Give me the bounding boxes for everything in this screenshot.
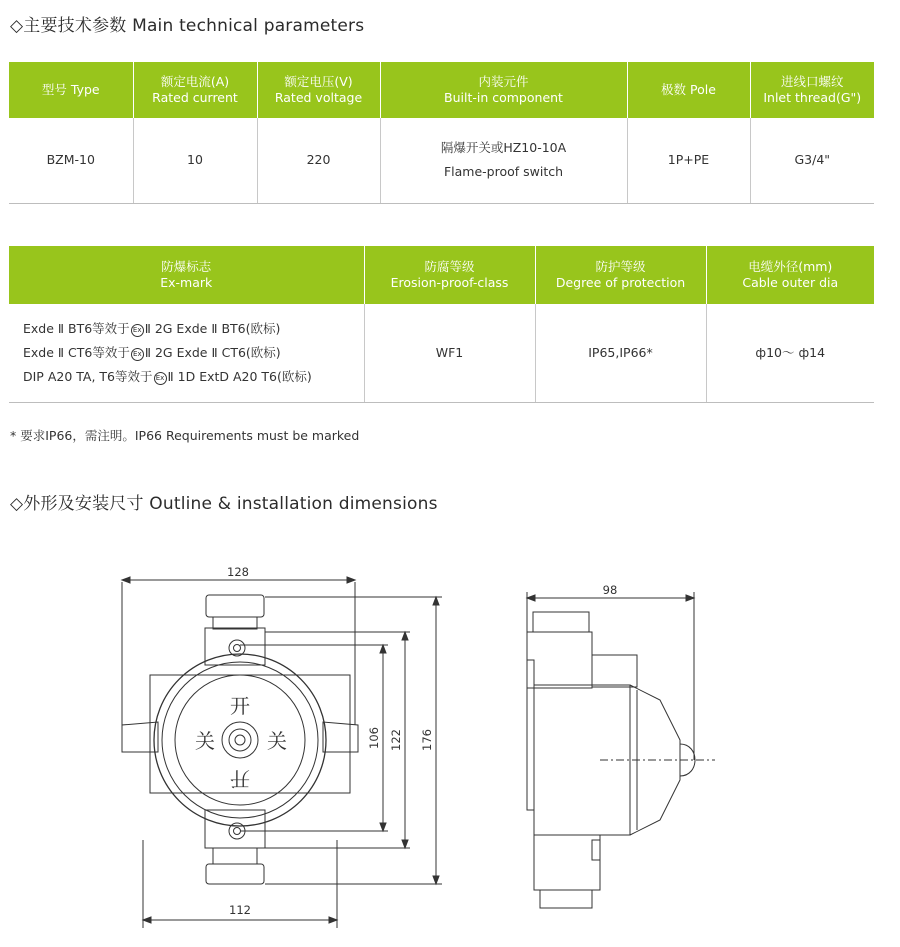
cell-protection: IP65,IP66* [535, 304, 706, 402]
side-back-plate [527, 660, 534, 810]
dim-122-label: 122 [389, 729, 403, 751]
footnote: * 要求IP66，需注明。IP66 Requirements must be marked [10, 428, 360, 443]
dim-106-label: 106 [367, 727, 381, 749]
switch-label-left: 关 [195, 729, 215, 753]
switch-label-bottom: 开 [230, 767, 250, 791]
top-gland-body [213, 617, 257, 629]
header-rated-voltage: 额定电压(V) Rated voltage [257, 62, 380, 118]
table-row [9, 118, 874, 203]
switch-knob-mid [229, 729, 251, 751]
housing-outer [154, 654, 326, 826]
header-inlet-thread: 进线口螺纹 Inlet thread(G") [750, 62, 874, 118]
bottom-gland-body [213, 848, 257, 864]
section-title-parameters: ◇主要技术参数 Main technical parameters [10, 16, 365, 36]
cell-voltage: 220 [257, 118, 380, 203]
housing-rim [162, 662, 318, 818]
dim-128-label: 128 [227, 565, 249, 579]
header-rated-current: 额定电流(A) Rated current [133, 62, 257, 118]
header-protection: 防护等级 Degree of protection [535, 246, 706, 304]
dim-176-label: 176 [420, 729, 434, 751]
switch-label-right: 关 [267, 729, 287, 753]
header-erosion: 防腐等级 Erosion-proof-class [364, 246, 535, 304]
cell-current: 10 [133, 118, 257, 203]
bottom-gland-nut [206, 864, 264, 884]
switch-label-top: 开 [230, 694, 250, 718]
top-gland-nut [206, 595, 264, 617]
ex-mark-table [9, 246, 874, 403]
cell-thread: G3/4" [750, 118, 874, 203]
cell-erosion: WF1 [364, 304, 535, 402]
side-bottom-nut [540, 890, 592, 908]
section-title-dimensions: ◇外形及安装尺寸 Outline & installation dimensions [10, 494, 438, 514]
switch-knob-outer [222, 722, 258, 758]
ex-symbol-icon: Ex [131, 348, 144, 361]
front-view [122, 565, 442, 928]
cell-type: BZM-10 [9, 118, 133, 203]
cell-cable: ф10～ ф14 [706, 304, 874, 402]
side-body [534, 685, 630, 835]
dim-112-label: 112 [229, 903, 251, 917]
header-type: 型号 Type [9, 62, 133, 118]
header-ex-mark: 防爆标志 Ex-mark [9, 246, 364, 304]
top-lug [205, 628, 265, 665]
outline-drawing [0, 540, 900, 947]
switch-knob-center [235, 735, 245, 745]
cell-pole: 1P+PE [627, 118, 750, 203]
side-top-gland [527, 632, 592, 688]
table-row [9, 304, 874, 402]
right-mount-ear [323, 722, 358, 752]
bottom-screw [234, 828, 241, 835]
bottom-lug [205, 810, 265, 848]
header-built-in: 内装元件 Built-in component [380, 62, 627, 118]
table-header-row [9, 246, 874, 304]
parameters-table [9, 62, 874, 204]
side-bottom-lug [592, 840, 600, 860]
ex-mark-line: Exde Ⅱ BT6等效于 Ex Ⅱ 2G Exde Ⅱ BT6(欧标) [23, 320, 281, 336]
dim-98-label: 98 [602, 583, 618, 597]
header-pole: 极数 Pole [627, 62, 750, 118]
cell-component: 隔爆开关或HZ10-10A Flame-proof switch [380, 118, 627, 203]
side-bottom-gland [534, 835, 600, 890]
left-mount-ear [122, 722, 158, 752]
ex-mark-line: DIP A20 TA, T6等效于 Ex Ⅱ 1D ExtD A20 T6(欧标) [23, 368, 312, 384]
ex-symbol-icon: Ex [154, 372, 167, 385]
table-header-row [9, 62, 874, 118]
cell-ex-mark [9, 304, 364, 402]
ex-mark-line: Exde Ⅱ CT6等效于 Ex Ⅱ 2G Exde Ⅱ CT6(欧标) [23, 344, 281, 360]
top-screw [234, 645, 241, 652]
side-top-nut [533, 612, 589, 632]
header-cable: 电缆外径(mm) Cable outer dia [706, 246, 874, 304]
side-boss [592, 655, 637, 687]
side-view [527, 583, 715, 908]
ex-symbol-icon: Ex [131, 324, 144, 337]
